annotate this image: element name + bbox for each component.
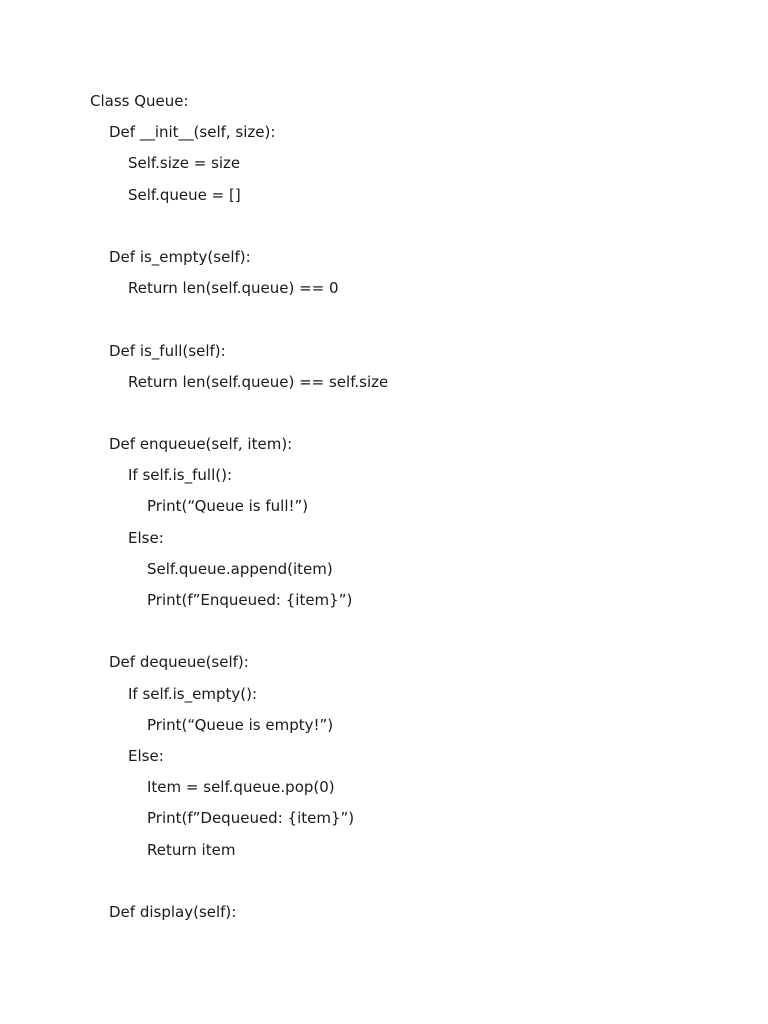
code-line: Def dequeue(self): <box>109 653 249 672</box>
code-line: Item = self.queue.pop(0) <box>147 778 335 797</box>
code-listing <box>90 89 730 931</box>
code-line: Return item <box>147 840 236 859</box>
code-line: Return len(self.queue) == 0 <box>128 279 339 298</box>
code-line: Print(“Queue is full!”) <box>147 497 309 516</box>
code-line: Class Queue: <box>90 92 189 110</box>
blank-line <box>90 401 730 432</box>
code-line: Self.queue.append(item) <box>147 559 333 578</box>
code-line: Def enqueue(self, item): <box>109 435 293 454</box>
code-line: Self.queue = [] <box>128 185 241 204</box>
code-line: Def is_empty(self): <box>109 247 251 266</box>
blank-line <box>90 869 730 900</box>
code-line: Print(f”Dequeued: {item}”) <box>147 809 355 828</box>
code-line: Def display(self): <box>109 902 237 921</box>
code-line: Return len(self.queue) == self.size <box>128 372 389 391</box>
code-line: Def is_full(self): <box>109 341 226 360</box>
code-line: Self.size = size <box>128 154 241 173</box>
code-line: Else: <box>128 746 164 765</box>
code-line: If self.is_full(): <box>128 466 233 485</box>
code-line: If self.is_empty(): <box>128 684 258 703</box>
blank-line <box>90 619 730 650</box>
code-line: Def __init__(self, size): <box>109 123 276 142</box>
code-line: Print(“Queue is empty!”) <box>147 715 334 734</box>
blank-line <box>90 214 730 245</box>
code-line: Else: <box>128 528 164 547</box>
code-line: Print(f”Enqueued: {item}”) <box>147 591 353 609</box>
blank-line <box>90 307 730 338</box>
